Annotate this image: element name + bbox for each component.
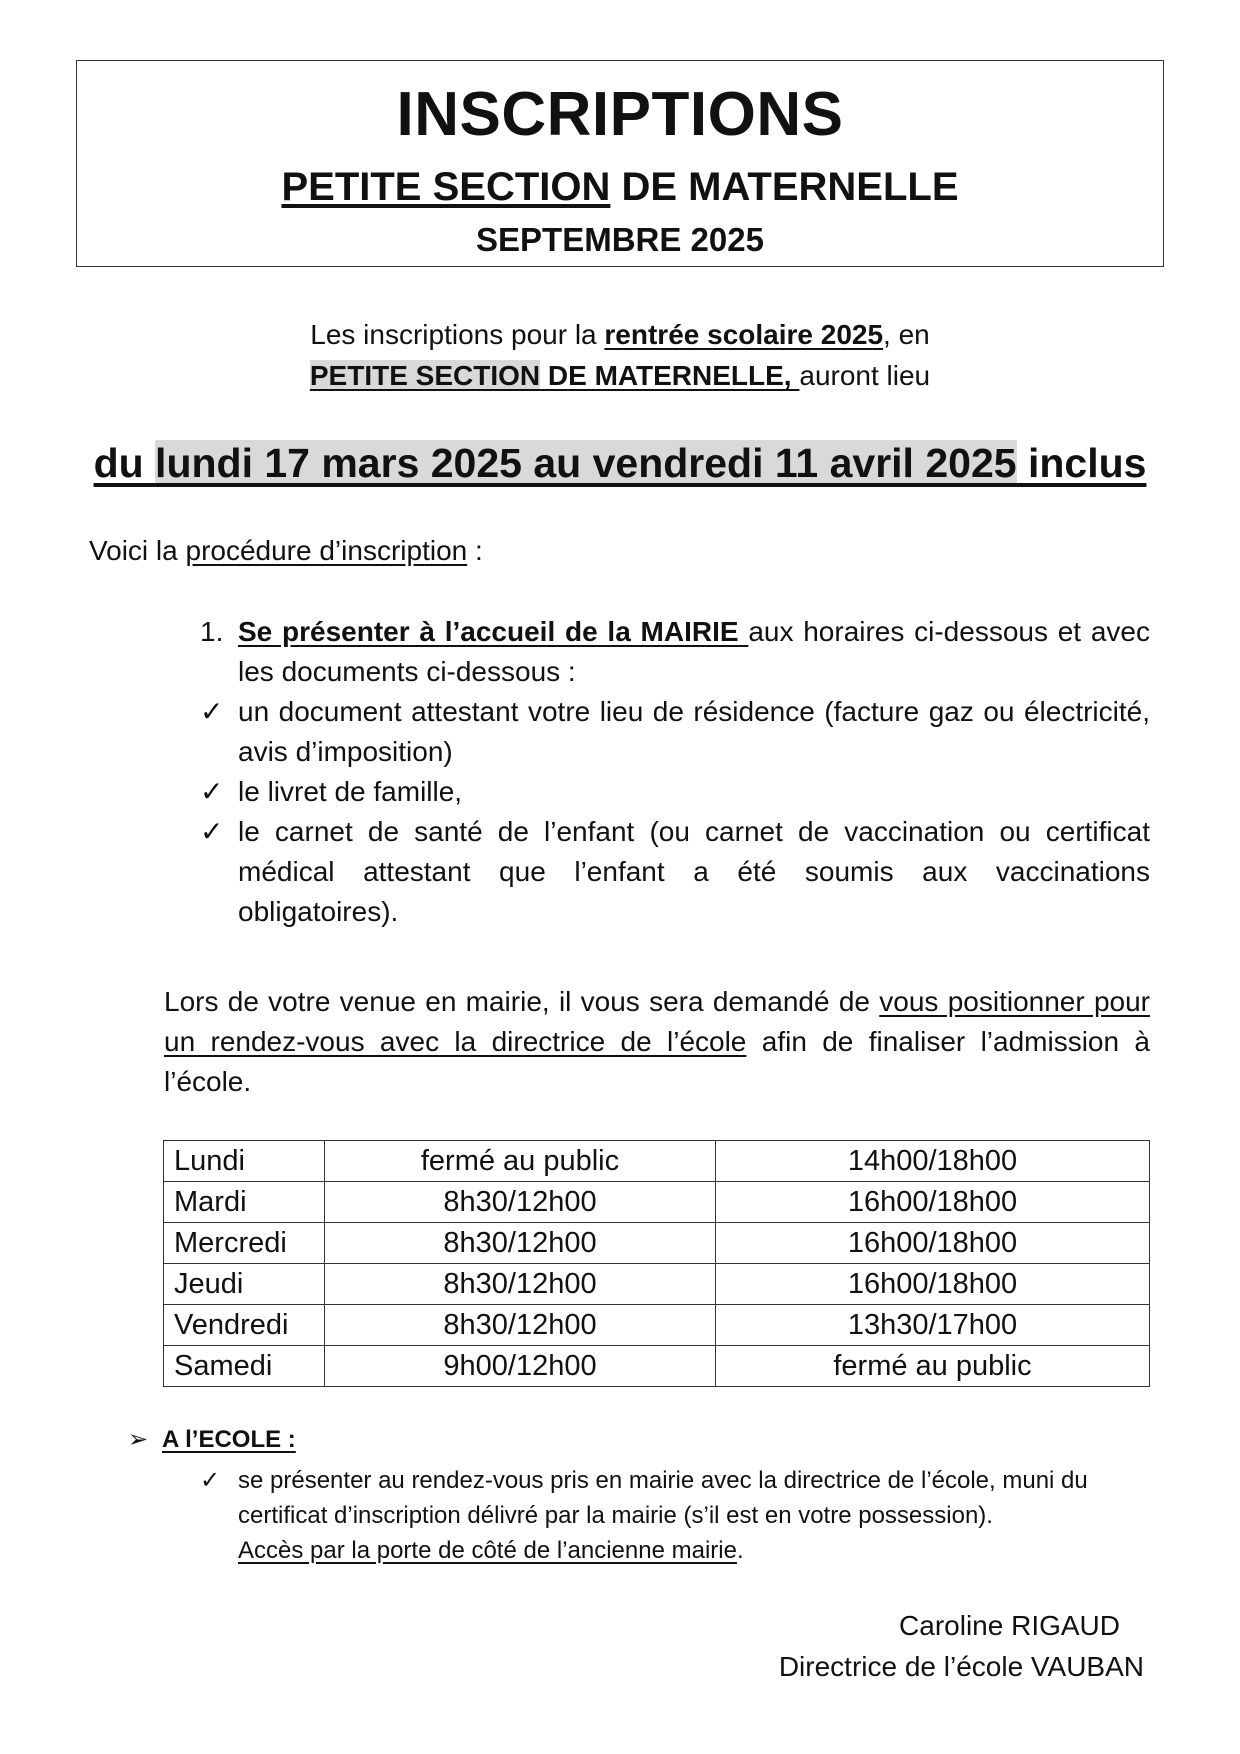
day-cell: Jeudi [164,1264,325,1305]
procedure-step-1 [200,612,1150,692]
morning-cell: 9h00/12h00 [325,1346,716,1387]
appointment-underlined: vous positionner pour un rendez-vous avec la directrice de l’école [164,986,1150,1057]
step-text: aux horaires ci-dessous et avec les documents ci-dessous : [238,616,1150,687]
intro-maternelle: DE MATERNELLE, [540,360,800,391]
afternoon-cell: 16h00/18h00 [716,1264,1150,1305]
intro-line-2 [76,355,1164,397]
procedure-label-pre: Voici la [89,535,186,566]
table-row [164,1141,1150,1182]
document-text: un document attestant votre lieu de résidence (facture gaz ou électricité, avis d’imposition) [238,696,1150,767]
afternoon-cell: 16h00/18h00 [716,1223,1150,1264]
table-row [164,1223,1150,1264]
signature-name: Caroline RIGAUD [899,1610,1120,1641]
document-item [200,812,1150,932]
page-title: INSCRIPTIONS [396,80,844,149]
period-dates: lundi 17 mars 2025 au vendredi 11 avril 2025 [155,440,1017,486]
ecole-access-post: . [736,1537,744,1564]
afternoon-cell: 13h30/17h00 [716,1305,1150,1346]
intro-line-1 [76,314,1164,356]
checkmark-icon: ✓ [200,776,224,807]
table-row [164,1305,1150,1346]
procedure-label-underlined: procédure d’inscription [185,535,468,566]
title-box [76,60,1164,267]
procedure-list [200,612,1150,932]
document-text: le carnet de santé de l’enfant (ou carnet de vaccination ou certificat médical attestant que l’enfant a été soumis aux vaccinations obligatoires). [238,816,1150,927]
morning-cell: 8h30/12h00 [325,1223,716,1264]
ecole-item [200,1463,1150,1568]
intro-text: Les inscriptions pour la [310,319,605,350]
appointment-post: afin de finaliser l’admission à l’école. [164,1026,1150,1097]
signature-block [779,1605,1144,1687]
procedure-label [89,535,483,567]
ecole-access: Accès par la porte de côté de l’ancienne mairie [238,1537,737,1564]
step-number: 1. [200,616,224,647]
period-post: inclus [1016,440,1147,486]
table-row [164,1346,1150,1387]
opening-hours-table [163,1140,1150,1387]
page-subtitle [77,165,1163,210]
afternoon-cell: 16h00/18h00 [716,1182,1150,1223]
day-cell: Mercredi [164,1223,325,1264]
document-item [200,772,1150,812]
subtitle-rest: DE MATERNELLE [610,165,959,209]
table-row [164,1182,1150,1223]
day-cell: Lundi [164,1141,325,1182]
subtitle-underlined: PETITE SECTION [281,165,611,209]
afternoon-cell: fermé au public [716,1346,1150,1387]
morning-cell: 8h30/12h00 [325,1264,716,1305]
ecole-heading-text: A l’ECOLE : [162,1426,296,1453]
morning-cell: 8h30/12h00 [325,1182,716,1223]
appointment-paragraph [164,982,1150,1102]
signature-role: Directrice de l’école VAUBAN [778,1651,1144,1682]
arrow-icon: ➢ [128,1426,149,1453]
intro-section-highlight: PETITE SECTION [309,360,541,391]
morning-cell: 8h30/12h00 [325,1305,716,1346]
intro-rentree: rentrée scolaire 2025 [604,319,884,350]
registration-period [76,440,1164,487]
ecole-heading [128,1425,296,1454]
document-text: le livret de famille, [238,776,463,807]
procedure-label-post: : [467,535,483,566]
intro-text: auront lieu [799,360,931,391]
period-pre: du [93,440,156,486]
ecole-text: se présenter au rendez-vous pris en mairie avec la directrice de l’école, muni du certificat d’inscription délivré par la mairie (s’il est en votre possession). [238,1467,1088,1529]
checkmark-icon: ✓ [200,816,224,847]
table-row [164,1264,1150,1305]
morning-cell: fermé au public [325,1141,716,1182]
appointment-pre: Lors de votre venue en mairie, il vous sera demandé de [164,986,880,1017]
intro-text: , en [883,319,930,350]
day-cell: Samedi [164,1346,325,1387]
afternoon-cell: 14h00/18h00 [716,1141,1150,1182]
day-cell: Mardi [164,1182,325,1223]
checkmark-icon: ✓ [200,696,224,727]
day-cell: Vendredi [164,1305,325,1346]
page-date: SEPTEMBRE 2025 [476,221,764,258]
ecole-instructions [200,1463,1150,1568]
step-mairie: Se présenter à l’accueil de la MAIRIE [238,616,749,647]
document-item [200,692,1150,772]
checkmark-icon: ✓ [200,1467,221,1494]
